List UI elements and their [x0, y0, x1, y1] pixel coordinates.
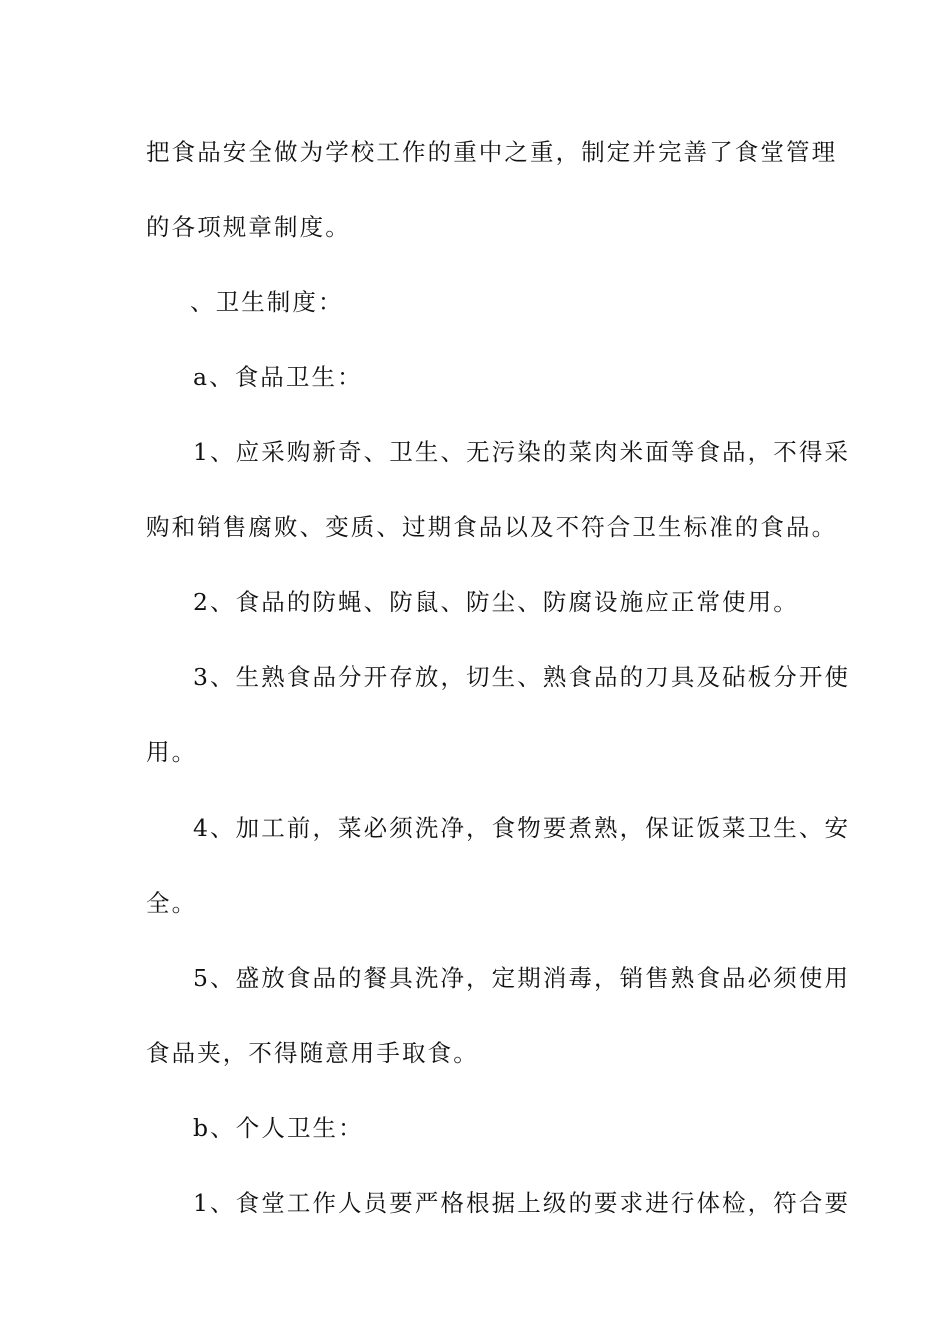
paragraph-line: 把食品安全做为学校工作的重中之重，制定并完善了食堂管理: [146, 138, 838, 166]
list-item-line: 5、盛放食品的餐具洗净，定期消毒，销售熟食品必须使用: [193, 964, 851, 992]
subsection-heading: a、食品卫生：: [193, 363, 363, 391]
list-item-line: 1、应采购新奇、卫生、无污染的菜肉米面等食品，不得采: [193, 438, 851, 466]
paragraph-line: 的各项规章制度。: [146, 213, 351, 241]
section-heading: 、卫生制度：: [190, 288, 344, 316]
list-item-line: 3、生熟食品分开存放，切生、熟食品的刀具及砧板分开使: [193, 663, 851, 691]
list-item-line: 用。: [146, 738, 198, 766]
subsection-heading: b、个人卫生：: [193, 1114, 364, 1142]
list-item-line: 1、食堂工作人员要严格根据上级的要求进行体检，符合要: [193, 1189, 851, 1217]
list-item-line: 4、加工前，菜必须洗净，食物要煮熟，保证饭菜卫生、安: [193, 814, 851, 842]
list-item-line: 全。: [146, 889, 198, 917]
list-item-line: 购和销售腐败、变质、过期食品以及不符合卫生标准的食品。: [146, 513, 838, 541]
list-item-line: 食品夹，不得随意用手取食。: [146, 1039, 479, 1067]
list-item-line: 2、食品的防蝇、防鼠、防尘、防腐设施应正常使用。: [193, 588, 799, 616]
